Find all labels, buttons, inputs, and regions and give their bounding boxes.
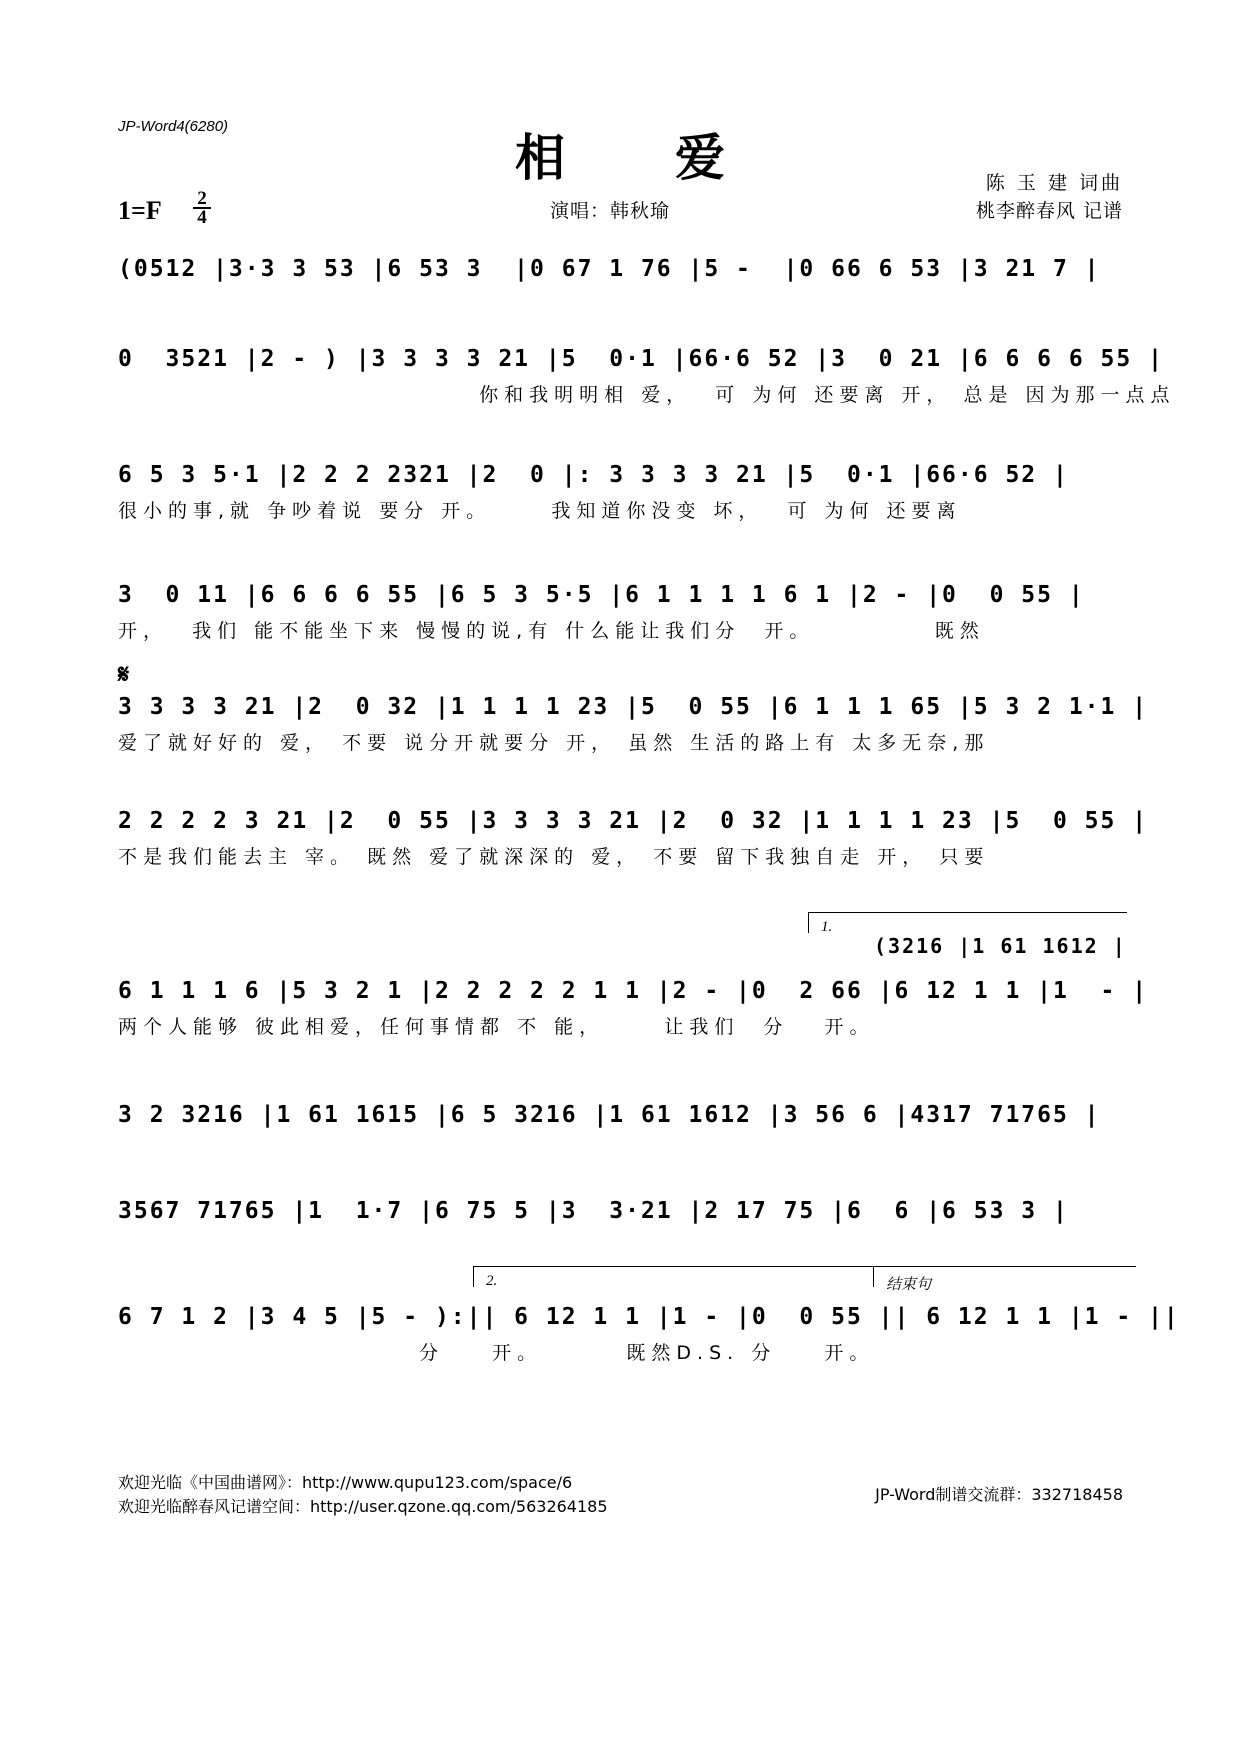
notes-line: 3 0 11 |6 6 6 6 55 |6 5 3 5·5 |6 1 1 1 1 6 1 |2 - |0 0 55 | <box>118 582 1085 608</box>
second-ending-bracket <box>473 1266 886 1287</box>
transcriber-credit: 桃李醉春风 记谱 <box>975 200 1123 222</box>
notes-line: (0512 |3·3 3 53 |6 53 3 |0 67 1 76 |5 - |0 66 6 53 |3 21 7 | <box>118 256 1101 282</box>
coda-bracket <box>873 1266 1136 1293</box>
coda-label: 结束句 <box>886 1277 932 1293</box>
lyrics-line: 不是我们能去主 宰。 既然 爱了就深深的 爱， 不要 留下我独自走 开， 只要 <box>118 846 990 868</box>
lyrics-line: 两个人能够 彼此相爱，任何事情都 不 能， 让我们 分 开。 <box>118 1016 875 1038</box>
notes-line: 3 2 3216 |1 61 1615 |6 5 3216 |1 61 1612 |3 56 6 |4317 71765 | <box>118 1102 1101 1128</box>
segno-sign: 𝄋 <box>118 660 130 690</box>
singer-credit: 演唱：韩秋瑜 <box>550 200 671 222</box>
first-ending-notes: (3216 |1 61 1612 | <box>874 934 1127 958</box>
song-title: 相爱 <box>515 128 835 187</box>
second-ending-label: 2. <box>486 1273 498 1289</box>
notes-line: 3567 71765 |1 1·7 |6 75 5 |3 3·21 |2 17 75 |6 6 |6 53 3 | <box>118 1198 1069 1224</box>
time-signature <box>193 190 211 226</box>
first-ending-bracket <box>808 912 1127 933</box>
notes-line: 0 3521 |2 - ) |3 3 3 3 21 |5 0·1 |66·6 52 |3 0 21 |6 6 6 6 55 | <box>118 346 1164 372</box>
footer-qzone-link[interactable]: 欢迎光临醉春风记谱空间：http://user.qzone.qq.com/563264185 <box>118 1497 608 1516</box>
footer-group-info: JP-Word制谱交流群：332718458 <box>875 1485 1123 1504</box>
composer-credit: 陈 玉 建 词曲 <box>985 172 1123 194</box>
software-label: JP-Word4(6280) <box>118 118 229 135</box>
lyrics-line: 你和我明明相 爱， 可 为何 还要离 开， 总是 因为那一点点 <box>118 384 1176 406</box>
notes-line: 6 7 1 2 |3 4 5 |5 - ):|| 6 12 1 1 |1 - |0 0 55 || 6 12 1 1 |1 - || <box>118 1304 1180 1330</box>
notes-line: 3 3 3 3 21 |2 0 32 |1 1 1 1 23 |5 0 55 |6 1 1 1 65 |5 3 2 1·1 | <box>118 694 1149 720</box>
time-signature-top: 2 <box>197 188 207 209</box>
notes-line: 2 2 2 2 3 21 |2 0 55 |3 3 3 3 21 |2 0 32 |1 1 1 1 23 |5 0 55 | <box>118 808 1149 834</box>
lyrics-line: 很小的事,就 争吵着说 要分 开。 我知道你没变 坏， 可 为何 还要离 <box>118 500 962 522</box>
notes-line: 6 1 1 1 6 |5 3 2 1 |2 2 2 2 2 1 1 |2 - |0 2 66 |6 12 1 1 |1 - | <box>118 978 1149 1004</box>
notes-line: 6 5 3 5·1 |2 2 2 2321 |2 0 |: 3 3 3 3 21 |5 0·1 |66·6 52 | <box>118 462 1069 488</box>
lyrics-line: 爱了就好好的 爱， 不要 说分开就要分 开， 虽然 生活的路上有 太多无奈,那 <box>118 732 990 754</box>
first-ending-label: 1. <box>821 919 833 935</box>
lyrics-line: 分 开。 既然D.S. 分 开。 <box>118 1342 875 1364</box>
time-signature-bottom: 4 <box>193 207 211 226</box>
key-signature: 1=F <box>118 196 162 225</box>
footer-website-link[interactable]: 欢迎光临《中国曲谱网》：http://www.qupu123.com/space/6 <box>118 1473 573 1492</box>
lyrics-line: 开， 我们 能不能坐下来 慢慢的说,有 什么能让我们分 开。 既然 <box>118 620 985 642</box>
